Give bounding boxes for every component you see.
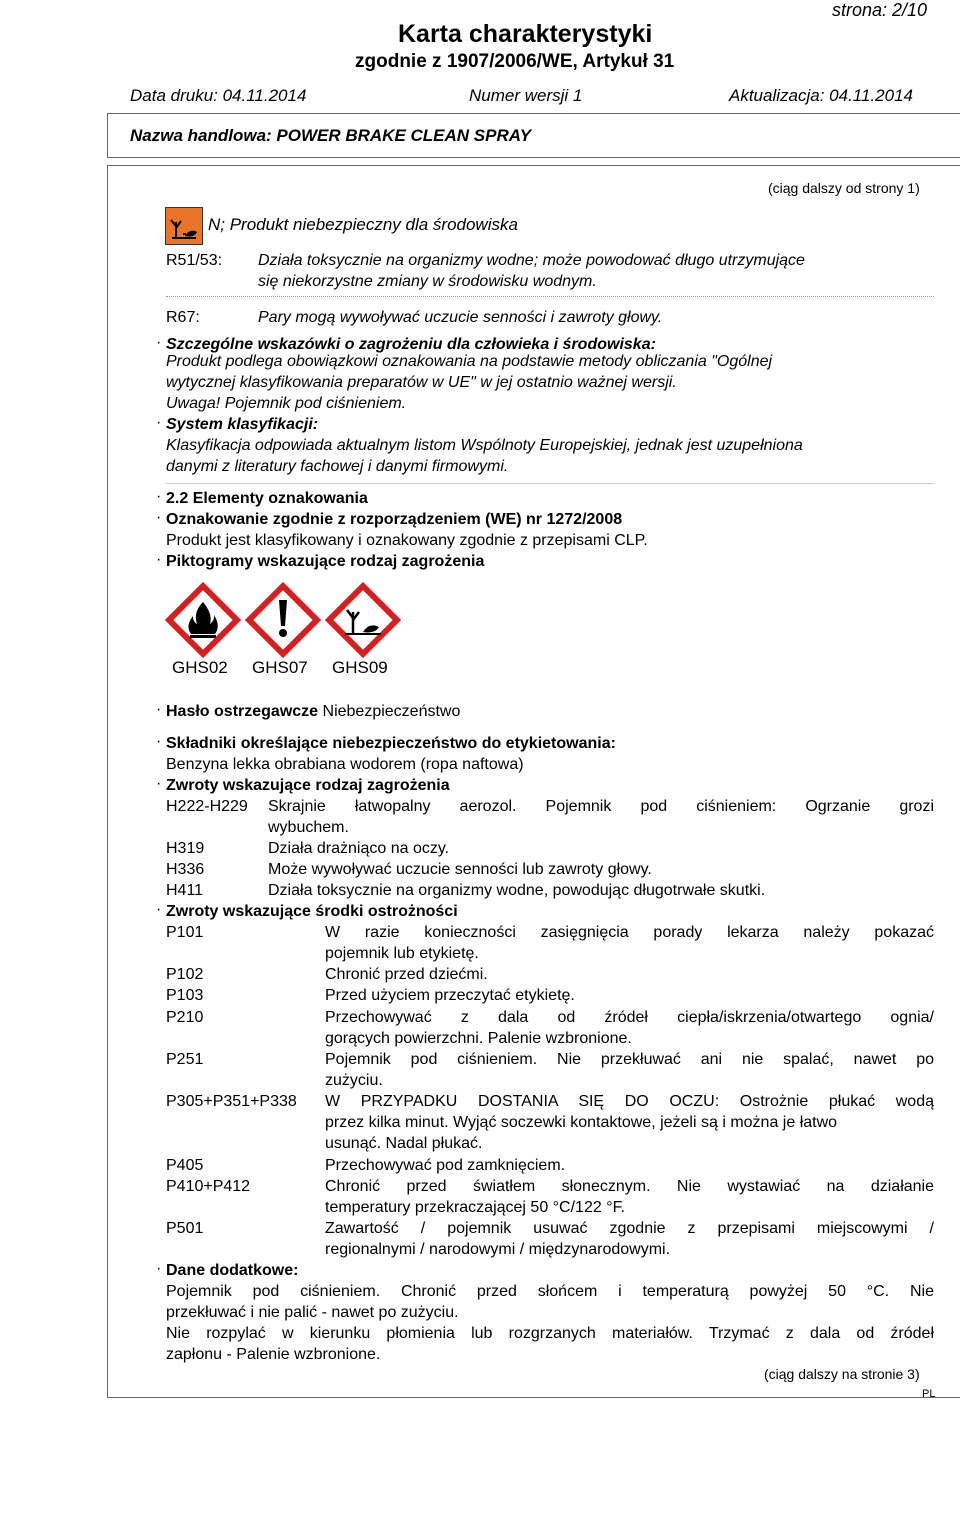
bullet: · bbox=[156, 414, 162, 431]
pictograms-heading: Piktogramy wskazujące rodzaj zagrożenia bbox=[166, 553, 485, 570]
update-date: Aktualizacja: 04.11.2014 bbox=[729, 86, 913, 105]
h-code: H319 bbox=[166, 840, 205, 857]
print-date: Data druku: 04.11.2014 bbox=[130, 86, 307, 105]
bullet: · bbox=[156, 1260, 162, 1277]
h-text: Działa drażniąco na oczy. bbox=[268, 840, 450, 857]
special-line3: Uwaga! Pojemnik pod ciśnieniem. bbox=[166, 395, 407, 412]
additional-line2: przekłuwać i nie palić - nawet po zużyciu. bbox=[166, 1304, 459, 1321]
components-value: Benzyna lekka obrabiana wodorem (ropa naftowa) bbox=[166, 756, 524, 773]
p-code: P251 bbox=[166, 1051, 204, 1068]
env-hazard-label: N; Produkt niebezpieczny dla środowiska bbox=[208, 215, 518, 234]
bullet: · bbox=[156, 733, 162, 750]
ghs07-exclamation-icon bbox=[243, 580, 323, 665]
r51-line1: Działa toksycznie na organizmy wodne; może powodować długo utrzymujące bbox=[258, 252, 805, 269]
p-code: P405 bbox=[166, 1157, 204, 1174]
system-line2: danymi z literatury fachowej i danymi firmowymi. bbox=[166, 458, 509, 475]
h-text: Działa toksycznie na organizmy wodne, powodując długotrwałe skutki. bbox=[268, 882, 766, 899]
document-subtitle: zgodnie z 1907/2006/WE, Artykuł 31 bbox=[355, 51, 675, 72]
p-code: P101 bbox=[166, 924, 204, 941]
bullet: · bbox=[156, 551, 162, 568]
p-code: P410+P412 bbox=[166, 1178, 251, 1195]
dotted-separator bbox=[166, 296, 934, 297]
bullet: · bbox=[156, 334, 162, 351]
bullet: · bbox=[156, 701, 162, 718]
special-line1: Produkt podlega obowiązkowi oznakowania na podstawie metody obliczania "Ogólnej bbox=[166, 353, 773, 370]
additional-line3: Nie rozpylać w kierunku płomienia lub rozgrzanych materiałów. Trzymać z dala od źródeł bbox=[166, 1325, 934, 1342]
p-text: W razie konieczności zasięgnięcia porady lekarza należy pokazać bbox=[325, 924, 934, 941]
bullet: · bbox=[156, 775, 162, 792]
r67-text: Pary mogą wywoływać uczucie senności i zawroty głowy. bbox=[258, 309, 663, 326]
p-text: usunąć. Nadal płukać. bbox=[325, 1135, 483, 1152]
components-heading: Składniki określające niebezpieczeństwo do etykietowania: bbox=[166, 735, 616, 752]
h-text: Może wywoływać uczucie senności lub zawroty głowy. bbox=[268, 861, 652, 878]
h-text: wybuchem. bbox=[268, 819, 349, 836]
language-code: PL bbox=[922, 1388, 936, 1400]
system-heading: System klasyfikacji: bbox=[166, 416, 319, 433]
r51-line2: się niekorzystne zmiany w środowisku wodnym. bbox=[258, 273, 597, 290]
p-text: przez kilka minut. Wyjąć soczewki kontaktowe, jeżeli są i można je łatwo bbox=[325, 1114, 838, 1131]
special-heading: Szczególne wskazówki o zagrożeniu dla człowieka i środowiska: bbox=[166, 336, 656, 353]
continued-to: (ciąg dalszy na stronie 3) bbox=[764, 1366, 920, 1382]
pictogram-label-ghs02: GHS02 bbox=[172, 658, 228, 677]
p-code: P501 bbox=[166, 1220, 204, 1237]
ghs02-flame-icon bbox=[163, 580, 243, 665]
h-code: H336 bbox=[166, 861, 205, 878]
section-separator bbox=[166, 483, 934, 484]
h-statements-heading: Zwroty wskazujące rodzaj zagrożenia bbox=[166, 777, 450, 794]
p-text: Zawartość / pojemnik usuwać zgodnie z przepisami miejscowymi / bbox=[325, 1220, 934, 1237]
page-number: strona: 2/10 bbox=[832, 0, 928, 20]
h-code: H222-H229 bbox=[166, 798, 248, 815]
h-text: Skrajnie łatwopalny aerozol. Pojemnik pod ciśnieniem: Ogrzanie grozi bbox=[268, 798, 934, 815]
bullet: · bbox=[156, 488, 162, 505]
signal-word-value: Niebezpieczeństwo bbox=[322, 703, 461, 720]
additional-line1: Pojemnik pod ciśnieniem. Chronić przed słońcem i temperaturą powyżej 50 °C. Nie bbox=[166, 1283, 934, 1300]
p-text: gorących powierzchni. Palenie wzbronione. bbox=[325, 1030, 632, 1047]
pictogram-label-ghs09: GHS09 bbox=[332, 658, 388, 677]
labelling-heading: Oznakowanie zgodnie z rozporządzeniem (WE) nr 1272/2008 bbox=[166, 511, 623, 528]
additional-heading: Dane dodatkowe: bbox=[166, 1262, 299, 1279]
bullet: · bbox=[156, 901, 162, 918]
additional-line4: zapłonu - Palenie wzbronione. bbox=[166, 1346, 381, 1363]
environment-hazard-icon bbox=[165, 207, 203, 245]
p-code: P102 bbox=[166, 966, 204, 983]
p-code: P103 bbox=[166, 987, 204, 1004]
p-statements-heading: Zwroty wskazujące środki ostrożności bbox=[166, 903, 458, 920]
r51-code: R51/53: bbox=[166, 252, 223, 269]
document-title: Karta charakterystyki bbox=[398, 20, 653, 48]
bullet: · bbox=[156, 509, 162, 526]
continued-from: (ciąg dalszy od strony 1) bbox=[768, 180, 920, 196]
p-text: Przechowywać z dala od źródeł ciepła/iskrzenia/otwartego ognia/ bbox=[325, 1009, 934, 1026]
p-text: regionalnymi / narodowymi / międzynarodowymi. bbox=[325, 1241, 671, 1258]
signal-word-row bbox=[166, 701, 460, 722]
p-code: P210 bbox=[166, 1009, 204, 1026]
p-text: temperatury przekraczającej 50 °C/122 °F. bbox=[325, 1199, 626, 1216]
system-line1: Klasyfikacja odpowiada aktualnym listom Wspólnoty Europejskiej, jednak jest uzupełniona bbox=[166, 437, 803, 454]
ghs09-environment-icon bbox=[323, 580, 403, 665]
p-text: Przed użyciem przeczytać etykietę. bbox=[325, 987, 575, 1004]
p-text: pojemnik lub etykietę. bbox=[325, 945, 479, 962]
signal-word-label: Hasło ostrzegawcze bbox=[166, 703, 319, 720]
p-code: P305+P351+P338 bbox=[166, 1093, 297, 1110]
trade-name: Nazwa handlowa: POWER BRAKE CLEAN SPRAY bbox=[130, 126, 532, 145]
r67-code: R67: bbox=[166, 309, 200, 326]
p-text: Przechowywać pod zamknięciem. bbox=[325, 1157, 566, 1174]
labelling-text: Produkt jest klasyfikowany i oznakowany zgodnie z przepisami CLP. bbox=[166, 532, 648, 549]
p-text: zużyciu. bbox=[325, 1072, 383, 1089]
version-number: Numer wersji 1 bbox=[469, 86, 583, 105]
section-2-2-heading: 2.2 Elementy oznakowania bbox=[166, 490, 368, 507]
p-text: Chronić przed dziećmi. bbox=[325, 966, 488, 983]
special-line2: wytycznej klasyfikowania preparatów w UE" w jej ostatnio ważnej wersji. bbox=[166, 374, 677, 391]
h-code: H411 bbox=[166, 882, 204, 899]
p-text: Chronić przed światłem słonecznym. Nie wystawiać na działanie bbox=[325, 1178, 934, 1195]
pictogram-label-ghs07: GHS07 bbox=[252, 658, 308, 677]
p-text: Pojemnik pod ciśnieniem. Nie przekłuwać ani nie spalać, nawet po bbox=[325, 1051, 934, 1068]
p-text: W PRZYPADKU DOSTANIA SIĘ DO OCZU: Ostrożnie płukać wodą bbox=[325, 1093, 934, 1110]
